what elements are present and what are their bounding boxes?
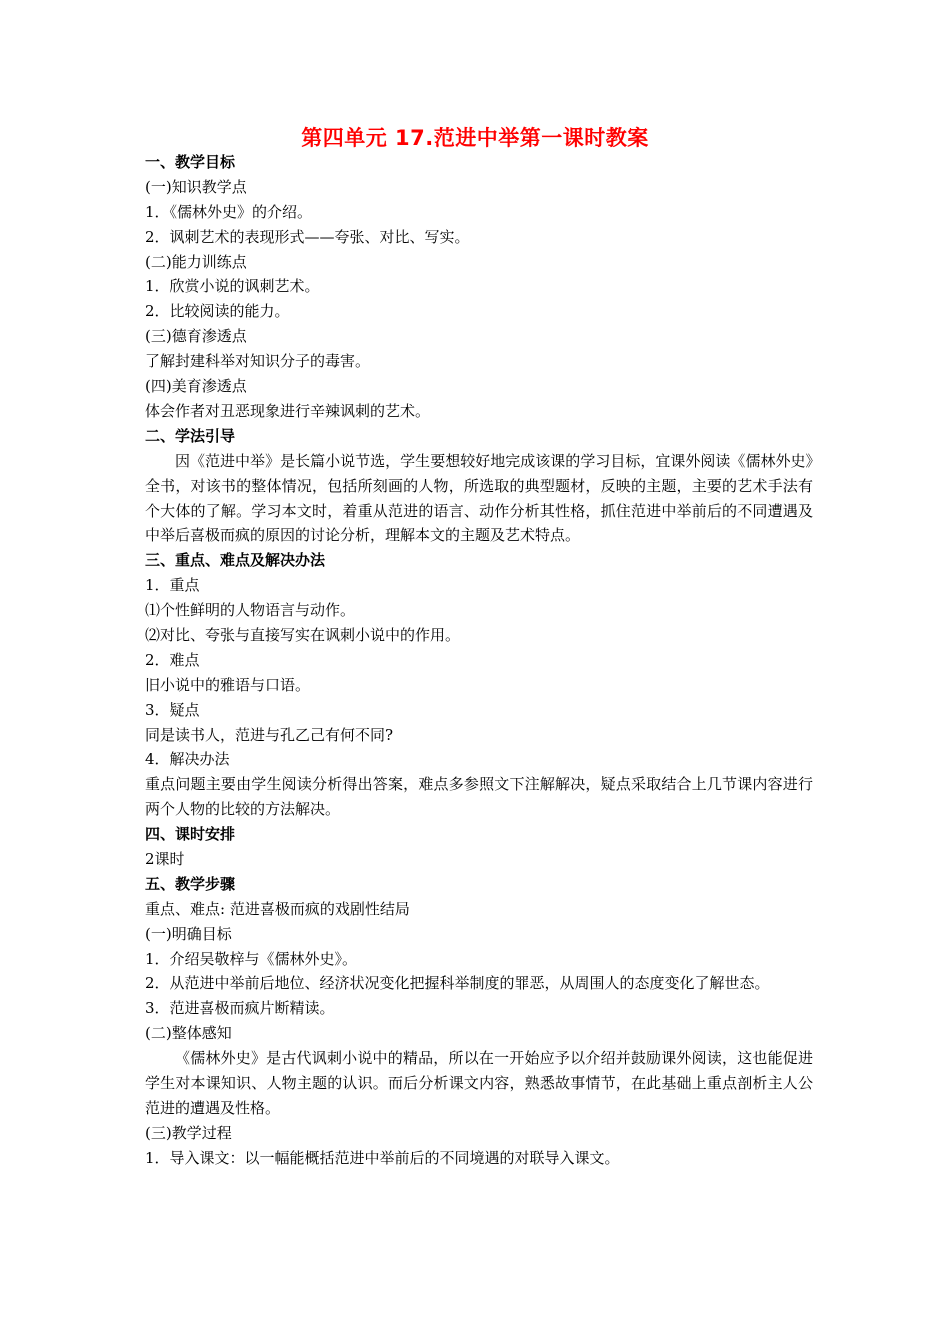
text-line: 2．难点	[145, 650, 200, 669]
text-line: 了解封建科举对知识分子的毒害。	[145, 352, 371, 371]
text-line: 同是读书人，范进与孔乙己有何不同?	[145, 725, 394, 744]
text-line: (一)知识教学点	[145, 177, 247, 196]
text-line: 1．《儒林外史》的介绍。	[145, 202, 313, 221]
text-line: (三)德育渗透点	[145, 327, 247, 346]
text-line: ⑴个性鲜明的人物语言与动作。	[145, 601, 356, 620]
text-line: 体会作者对丑恶现象进行辛辣讽刺的艺术。	[145, 401, 431, 420]
body-paragraph: 《儒林外史》是古代讽刺小说中的精品，所以在一开始应予以介绍并鼓励课外阅读，这也能促进学生对本课知识、人物主题的认识。而后分析课文内容，熟悉故事情节，在此基础上重点剖析主人公范进的遭遇及性格。	[145, 1049, 813, 1117]
text-line: 2课时	[145, 850, 185, 869]
section-heading: 二、学法引导	[145, 426, 236, 445]
text-line: 2．比较阅读的能力。	[145, 302, 290, 321]
text-line: (三)教学过程	[145, 1123, 232, 1142]
page-title: 第四单元 17.范进中举第一课时教案	[301, 126, 649, 150]
text-line: 3．范进喜极而疯片断精读。	[145, 999, 335, 1018]
text-line: 1．介绍吴敬梓与《儒林外史》。	[145, 949, 358, 968]
section-heading: 五、教学步骤	[145, 874, 236, 893]
text-line: 1．导入课文：以一幅能概括范进中举前后的不同境遇的对联导入课文。	[145, 1148, 620, 1167]
document-body	[145, 150, 813, 1171]
section-heading: 三、重点、难点及解决办法	[145, 551, 326, 570]
text-line: 2．讽刺艺术的表现形式——夸张、对比、写实。	[145, 227, 470, 246]
section-heading: 一、教学目标	[145, 153, 236, 171]
text-line: ⑵对比、夸张与直接写实在讽刺小说中的作用。	[145, 625, 461, 644]
text-line: 3．疑点	[145, 700, 200, 719]
text-line: 1．重点	[145, 576, 200, 595]
body-paragraph: 重点问题主要由学生阅读分析得出答案，难点多参照文下注解解决，疑点采取结合上几节课内容进行两个人物的比较的方法解决。	[145, 775, 813, 819]
text-line: 4．解决办法	[145, 750, 230, 769]
text-line: (四)美育渗透点	[145, 377, 247, 396]
body-paragraph: 2．从范进中举前后地位、经济状况变化把握科举制度的罪恶，从周围人的态度变化了解世态。	[145, 974, 770, 993]
section-heading: 四、课时安排	[145, 825, 236, 844]
text-line: (二)能力训练点	[145, 252, 247, 271]
text-line: 旧小说中的雅语与口语。	[145, 675, 311, 694]
text-line: 重点、难点: 范进喜极而疯的戏剧性结局	[145, 899, 410, 918]
text-line: (二)整体感知	[145, 1024, 232, 1043]
text-line: (一)明确目标	[145, 924, 232, 943]
body-paragraph: 因《范进中举》是长篇小说节选，学生要想较好地完成该课的学习目标，宜课外阅读《儒林外史》全书，对该书的整体情况，包括所刻画的人物，所选取的典型题材，反映的主题，主要的艺术手法有个大体的了解。学习本文时，着重从范进的语言、动作分析其性格，抓住范进中举前后的不同遭遇及中举后喜极而疯的原因的讨论分析，理解本文的主题及艺术特点。	[145, 451, 813, 545]
text-line: 1．欣赏小说的讽刺艺术。	[145, 277, 320, 296]
